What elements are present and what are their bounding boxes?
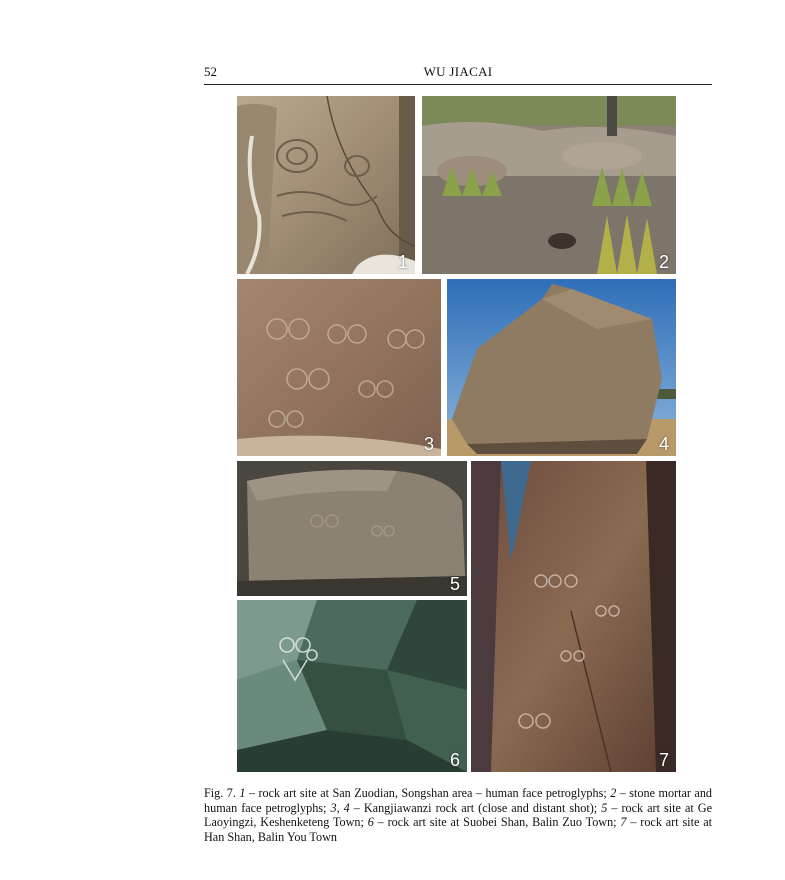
figure-photo-6 [237,600,467,772]
han-shan-image [471,461,676,772]
panel-number: 7 [658,750,669,770]
figure-caption [204,786,712,844]
panel-number: 6 [449,750,460,770]
panel-number: 3 [423,434,434,454]
caption-item-text: – rock art site at Ge Laoyingzi, Keshenketeng Town; [204,800,712,830]
kangjiawanzi-distant-image [447,279,676,456]
caption-item-number: 7 [620,815,627,830]
caption-item-text: – rock art site at San Zuodian, Songshan area – human face petroglyphs; [245,786,611,800]
caption-item-number: 1 [239,786,246,800]
running-title: WU JIACAI [423,64,493,79]
caption-item-number: 2 [610,786,617,800]
figure-photo-3 [237,279,441,456]
figure-label: Fig. 7. [204,786,240,800]
rock-face-petroglyph-image [237,96,415,274]
caption-item-text: – rock art site at Han Shan, Balin You Town [204,815,712,844]
caption-item-text: – stone mortar and human face petroglyphs; [204,786,713,815]
panel-number: 5 [449,574,460,594]
figure-photo-4 [447,279,676,456]
caption-item-number: 6 [367,815,374,830]
ge-laoyingzi-image [237,461,467,596]
page-number: 52 [204,64,217,79]
panel-number: 1 [397,252,408,272]
page-header [204,62,712,84]
caption-item-text: – rock art site at Suobei Shan, Balin Zuo Town; [373,815,621,830]
caption-item-number: 3, 4 [330,800,350,815]
caption-item-number: 5 [601,800,608,815]
panel-number: 2 [658,252,669,272]
figure-photo-5 [237,461,467,596]
stone-mortar-image [422,96,676,274]
panel-number: 4 [658,434,669,454]
figure-photo-7 [471,461,676,772]
header-rule [204,84,712,85]
caption-item-text: – Kangjiawanzi rock art (close and distant shot); [349,800,602,815]
figure-photo-2 [422,96,676,274]
figure-photo-1 [237,96,415,274]
kangjiawanzi-close-image [237,279,441,456]
suobei-shan-image [237,600,467,772]
